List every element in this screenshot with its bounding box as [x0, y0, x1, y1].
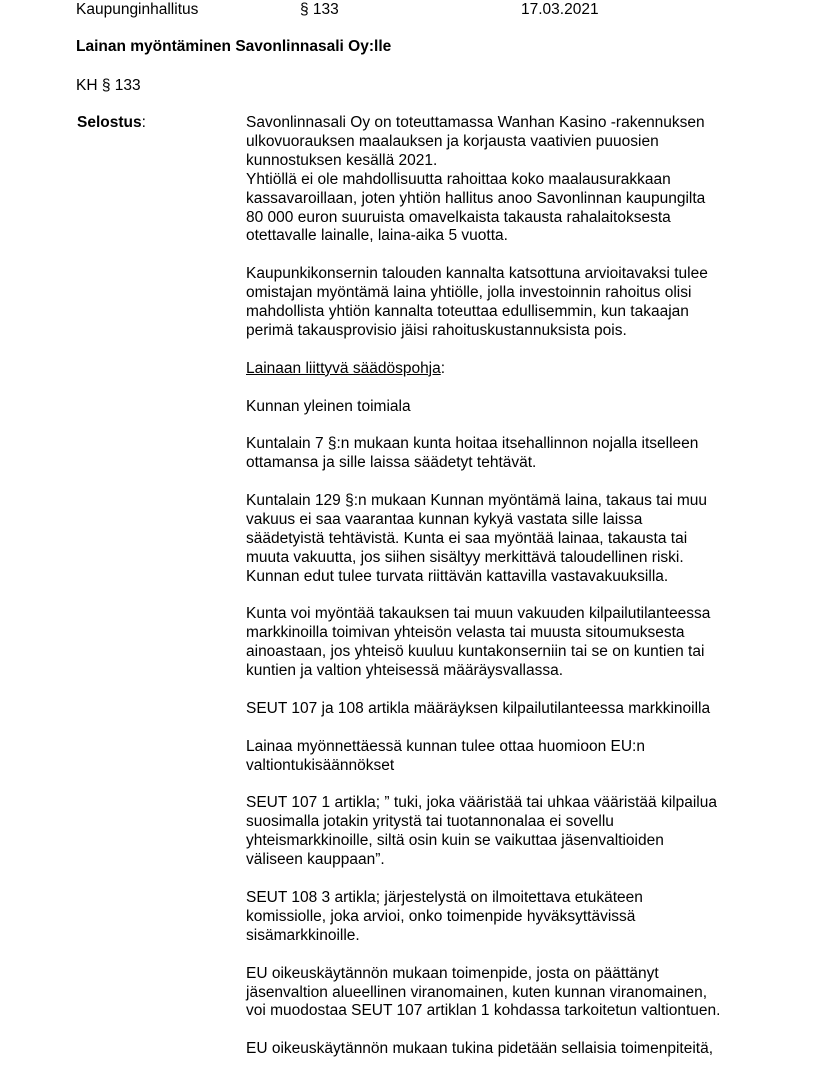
paragraph-eu-case-law-1: [246, 965, 786, 1022]
section-reference: KH § 133: [76, 77, 141, 94]
text-line: kunnostuksen kesällä 2021.: [246, 151, 438, 169]
text-line: SEUT 108 3 artikla; järjestelystä on ilmoitettava etukäteen: [246, 889, 643, 906]
text-line: EU oikeuskäytännön mukaan tukina pidetään sellaisia toimenpiteitä,: [246, 1040, 714, 1058]
text-line: Savonlinnasali Oy on toteuttamassa Wanhan Kasino -rakennuksen: [246, 114, 705, 131]
paragraph-project: [246, 114, 786, 246]
selostus-label-colon: :: [141, 114, 146, 131]
text-line: ainoastaan, jos yhteisö kuuluu kuntakonserniin tai se on kuntien tai: [246, 643, 705, 661]
legal-basis-heading: Lainaan liittyvä säädöspohja: [246, 359, 441, 377]
text-line: Kuntalain 7 §:n mukaan kunta hoitaa itsehallinnon nojalla itselleen: [246, 435, 699, 453]
selostus-label: [77, 114, 146, 132]
text-line: mahdollista yhtiön kannalta toteuttaa edullisemmin, kun takaajan: [246, 303, 689, 321]
text-line: ulkovuorauksen maalauksen ja korjausta vaativien puuosien: [246, 132, 659, 150]
document-header: [0, 1, 816, 21]
paragraph-eu-state-aid: [246, 738, 786, 776]
paragraph-seut-107-1: [246, 794, 786, 870]
text-line: ottamansa ja sille laissa säädetyt tehtävät.: [246, 454, 537, 472]
text-line: Yhtiöllä ei ole mahdollisuutta rahoittaa koko maalausurakkaan: [246, 170, 671, 188]
text-line: Kunnan yleinen toimiala: [246, 397, 411, 415]
text-line: muuta vakuutta, jos siihen sisältyy merkittävä taloudellinen riski.: [246, 548, 684, 566]
text-line: sisämarkkinoille.: [246, 926, 360, 944]
text-line: EU oikeuskäytännön mukaan toimenpide, josta on päättänyt: [246, 964, 659, 982]
text-line: markkinoilla toimivan yhteisön velasta tai muusta sitoumuksesta: [246, 624, 685, 642]
text-line: Lainaa myönnettäessä kunnan tulee ottaa huomioon EU:n: [246, 737, 645, 755]
text-line: valtiontukisäännökset: [246, 756, 395, 774]
selostus-body: [246, 114, 786, 1078]
paragraph-group-finance: [246, 265, 786, 341]
text-line: yhteismarkkinoille, siltä osin kuin se vaikuttaa jäsenvaltioiden: [246, 832, 664, 850]
text-line: vakuus ei saa vaarantaa kunnan kykyä vastata sille laissa: [246, 510, 643, 528]
text-line: Kuntalain 129 §:n mukaan Kunnan myöntämä laina, takaus tai muu: [246, 492, 707, 510]
text-line: SEUT 107 1 artikla; ” tuki, joka vääristää tai uhkaa vääristää kilpailua: [246, 794, 717, 812]
text-line: kassavaroillaan, joten yhtiön hallitus anoo Savonlinnan kaupungilta: [246, 189, 706, 207]
text-line: SEUT 107 ja 108 artikla määräyksen kilpailutilanteessa markkinoilla: [246, 699, 711, 717]
text-line: 80 000 euron suuruista omavelkaista takausta rahalaitoksesta: [246, 208, 671, 226]
text-line: suosimalla jotakin yritystä tai tuotannonalaa ei sovellu: [246, 813, 614, 831]
paragraph-general-competence: [246, 398, 786, 417]
text-line: säädetyistä tehtävistä. Kunta ei saa myöntää lainaa, takausta tai: [246, 529, 688, 547]
text-line: perimä takausprovisio jäisi rahoituskustannuksista pois.: [246, 321, 627, 339]
text-line: voi muodostaa SEUT 107 artiklan 1 kohdassa tarkoitetun valtiontuen.: [246, 1002, 721, 1020]
header-body-name: Kaupunginhallitus: [76, 1, 199, 18]
text-line: Kunta voi myöntää takauksen tai muun vakuuden kilpailutilanteessa: [246, 605, 711, 623]
paragraph-guarantee-conditions: [246, 605, 786, 681]
text-line: kuntien ja valtion yhteisessä määräysvallassa.: [246, 662, 564, 680]
text-line: Kunnan edut tulee turvata riittävän kattavilla vastavakuuksilla.: [246, 567, 669, 585]
text-line: omistajan myöntämä laina yhtiölle, jolla investoinnin rahoitus olisi: [246, 284, 692, 302]
text-line: jäsenvaltion alueellinen viranomainen, kuten kunnan viranomainen,: [246, 983, 707, 1001]
paragraph-kuntalaki-129: [246, 492, 786, 587]
paragraph-legal-basis-heading: [246, 360, 786, 379]
header-date: 17.03.2021: [521, 1, 599, 18]
selostus-label-text: Selostus: [77, 114, 142, 131]
header-section-number: § 133: [300, 1, 339, 18]
paragraph-seut-107-108: [246, 700, 786, 719]
text-line: väliseen kauppaan”.: [246, 851, 385, 869]
text-line: Kaupunkikonsernin talouden kannalta katsottuna arvioitavaksi tulee: [246, 265, 708, 283]
paragraph-eu-case-law-2: [246, 1040, 786, 1059]
text-line: otettavalle lainalle, laina-aika 5 vuotta.: [246, 227, 508, 245]
paragraph-kuntalaki-7: [246, 435, 786, 473]
document-title: Lainan myöntäminen Savonlinnasali Oy:lle: [76, 38, 392, 55]
text-line: komissiolle, joka arvioi, onko toimenpide hyväksyttävissä: [246, 907, 636, 925]
legal-basis-colon: :: [440, 359, 446, 377]
paragraph-seut-108-3: [246, 889, 786, 946]
